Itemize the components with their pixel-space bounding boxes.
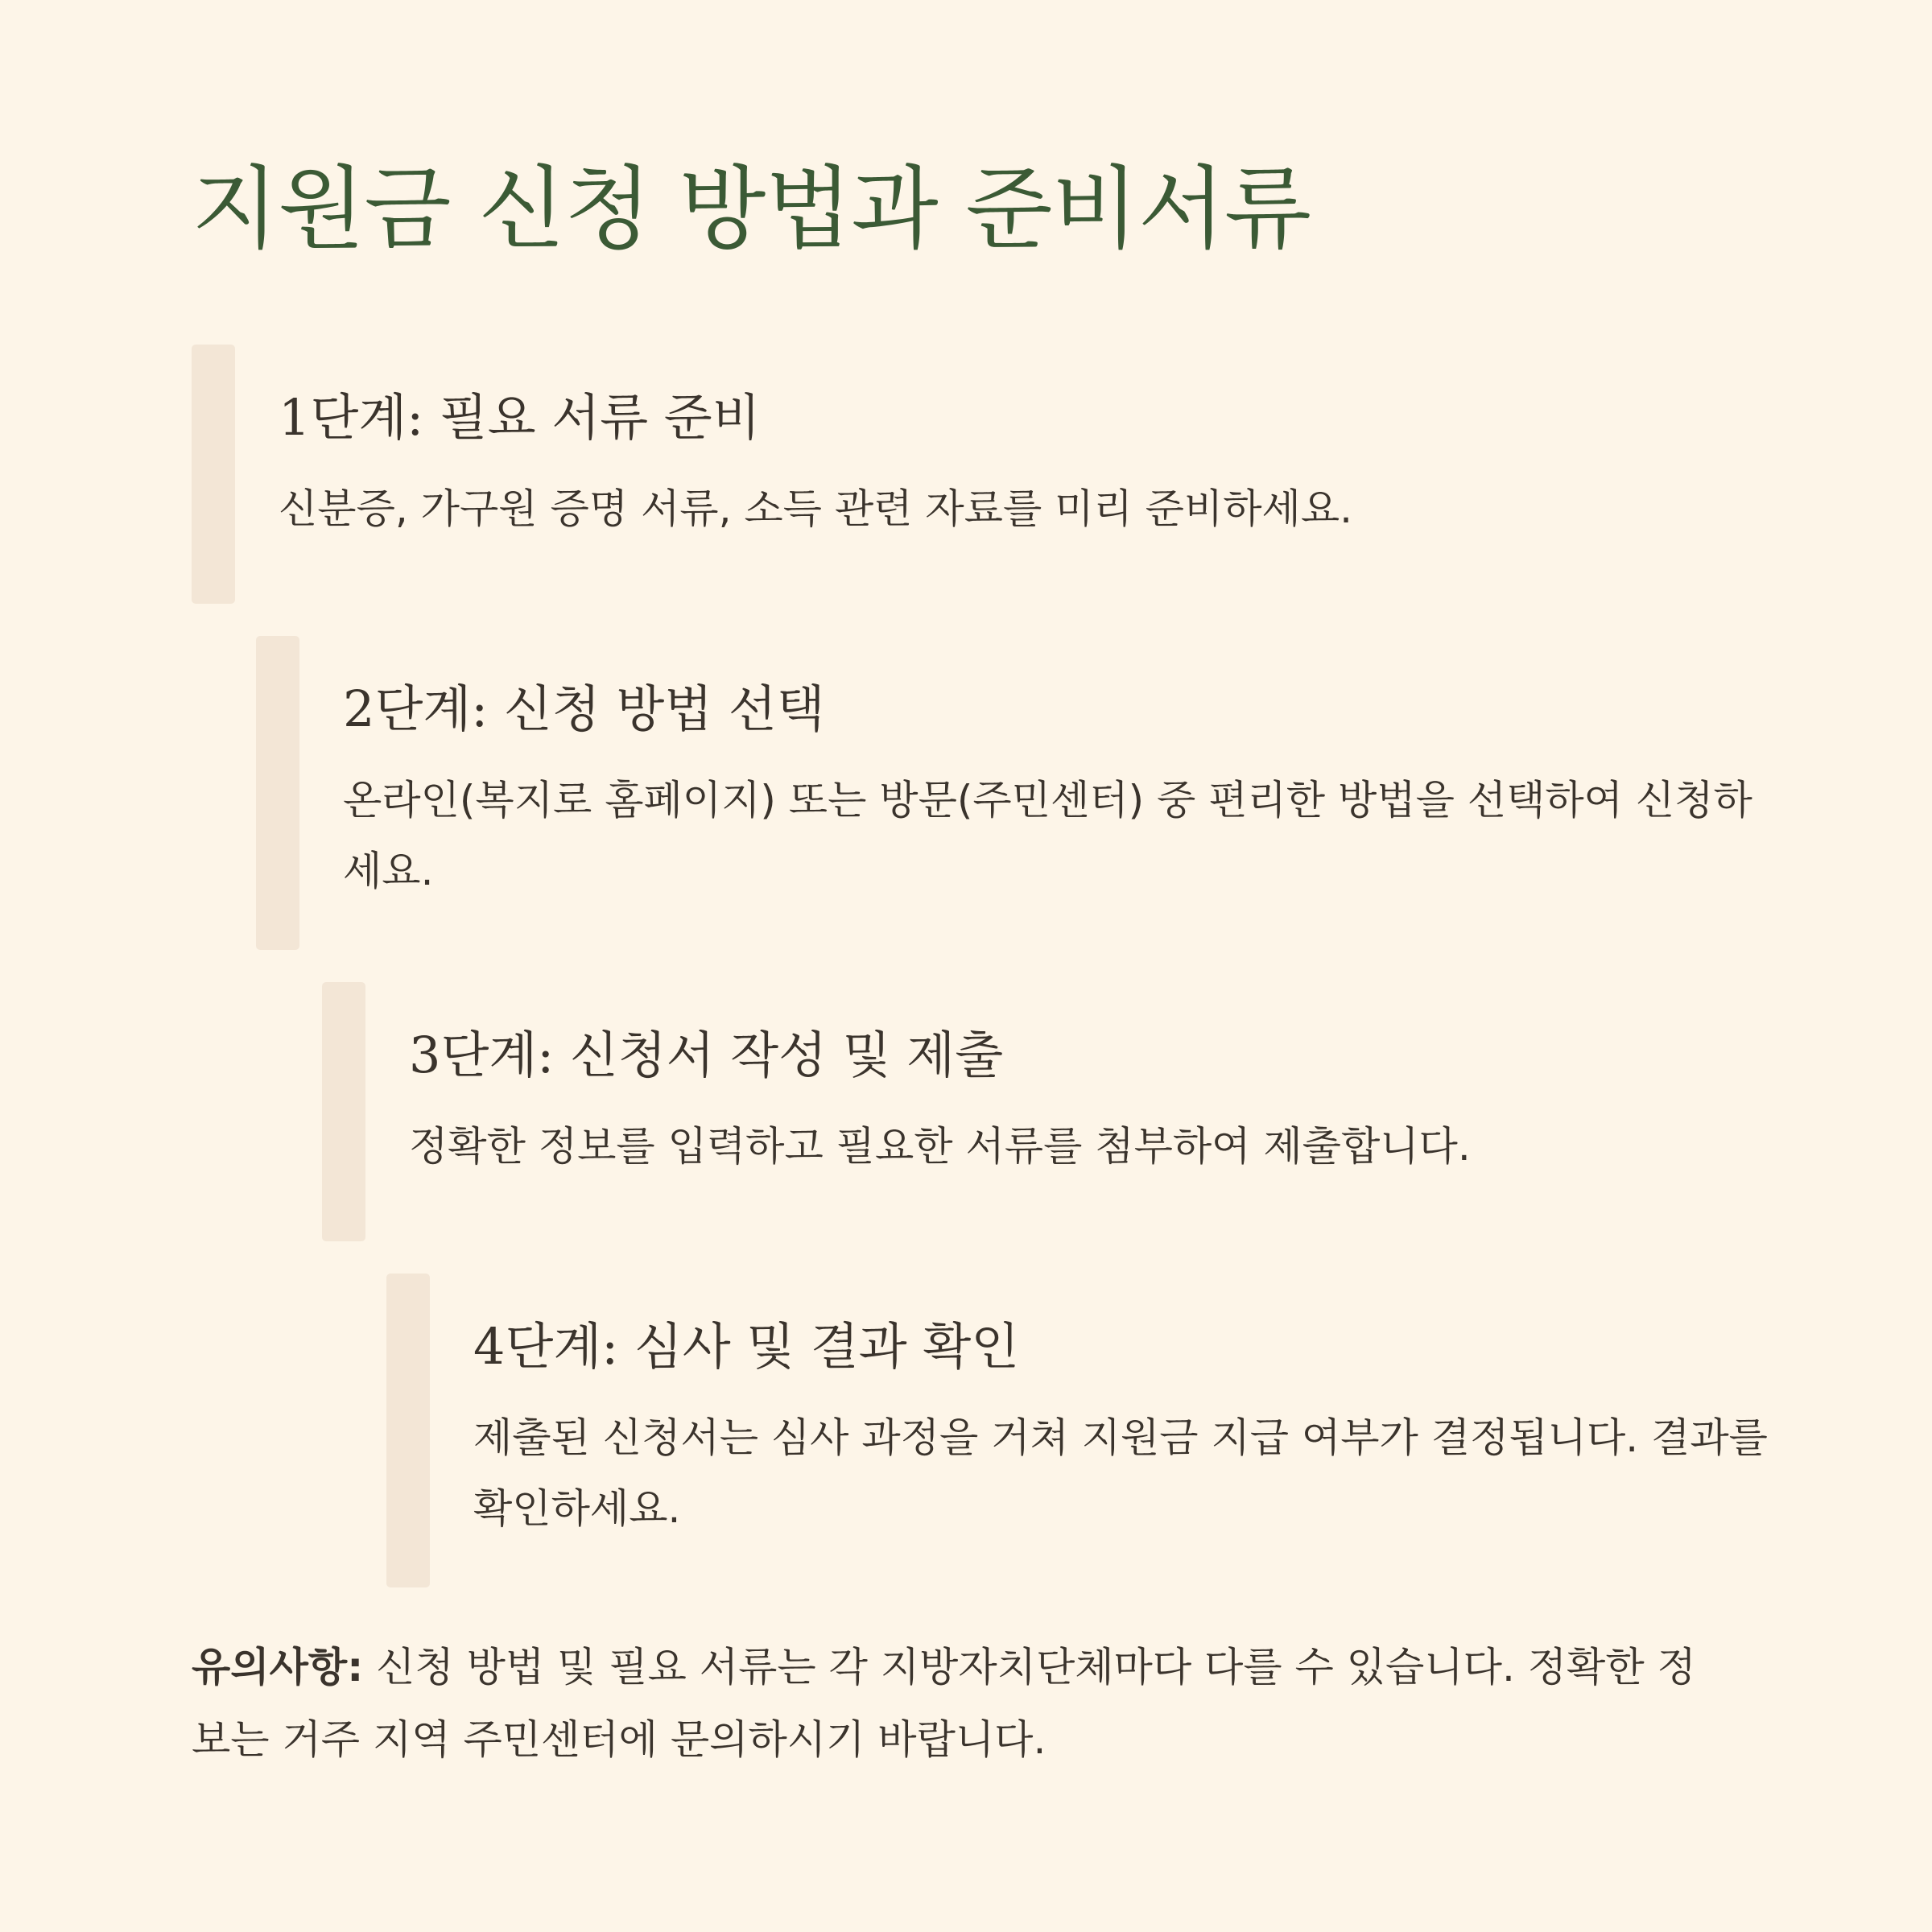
step-accent-bar — [256, 636, 299, 950]
step-accent-bar — [386, 1274, 430, 1587]
step-description: 제출된 신청서는 심사 과정을 거쳐 지원금 지급 여부가 결정됩니다. 결과를 확인하세요. — [473, 1414, 1768, 1532]
notice-label: 유의사항: — [192, 1644, 364, 1690]
notice-text: 신청 방법 및 필요 서류는 각 지방자치단체마다 다를 수 있습니다. 정확한 정보는 거주 지역 주민센터에 문의하시기 바랍니다. — [192, 1644, 1696, 1763]
step-accent-bar — [192, 345, 235, 604]
step-description: 정확한 정보를 입력하고 필요한 서류를 첨부하여 제출합니다. — [409, 1123, 1471, 1170]
step-2 — [256, 636, 1818, 950]
step-1 — [192, 345, 1753, 604]
step-description: 온라인(복지로 홈페이지) 또는 방문(주민센터) 중 편리한 방법을 선택하여 신청하세요. — [343, 777, 1752, 894]
step-title: 4단계: 심사 및 결과 확인 — [473, 1317, 1020, 1376]
notice — [192, 1631, 1721, 1776]
step-title: 3단계: 신청서 작성 및 제출 — [409, 1026, 1004, 1084]
step-4 — [386, 1274, 1932, 1587]
step-title: 1단계: 필요 서류 준비 — [279, 388, 761, 447]
step-description: 신분증, 가구원 증명 서류, 소득 관련 자료를 미리 준비하세요. — [279, 485, 1353, 532]
step-accent-bar — [322, 982, 365, 1241]
page-title: 지원금 신청 방법과 준비서류 — [192, 157, 1311, 262]
step-3 — [322, 982, 1884, 1241]
step-title: 2단계: 신청 방법 선택 — [343, 679, 825, 738]
